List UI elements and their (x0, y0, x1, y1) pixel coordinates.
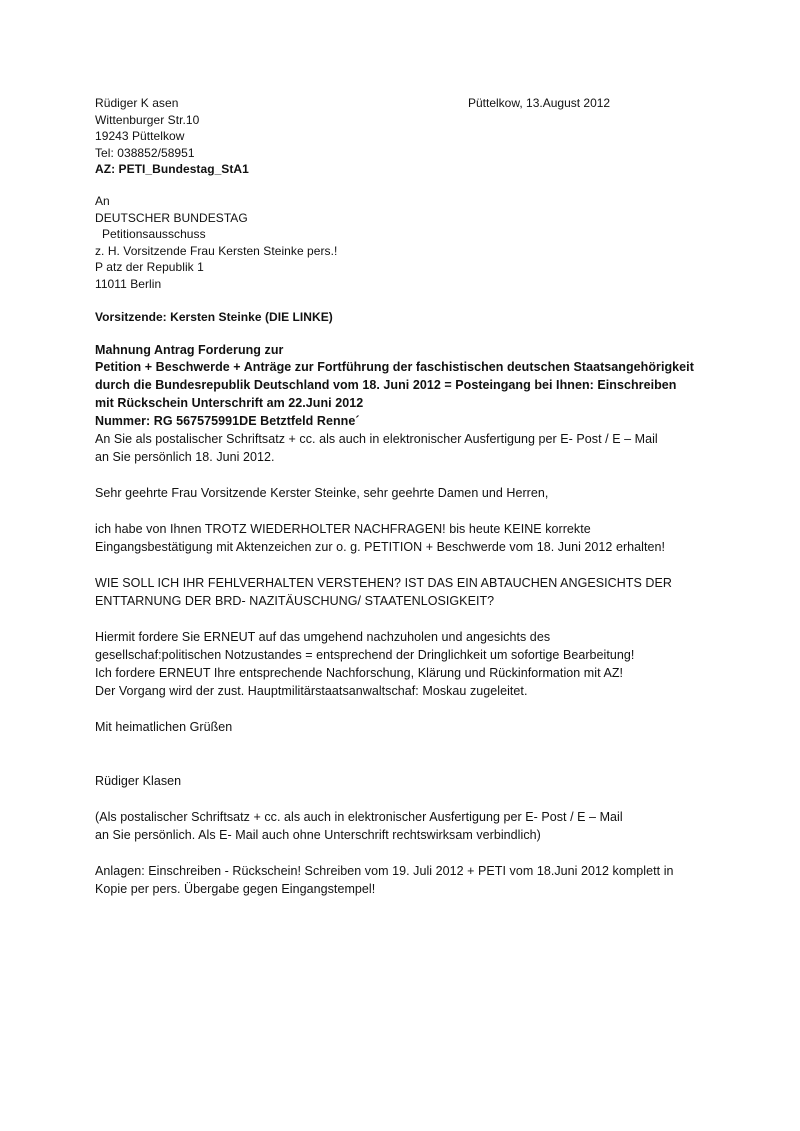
sender-street: Wittenburger Str.10 (95, 113, 200, 127)
para3-line-1: Hiermit fordere Sie ERNEUT auf das umgehend nachzuholen und angesichts des (95, 630, 551, 644)
subject-line-2: Petition + Beschwerde + Anträge zur Fortführung der faschistischen deutschen Staatsangehörigkeit (95, 360, 694, 374)
subject-line-1: Mahnung Antrag Forderung zur (95, 343, 284, 357)
sender-reference: AZ: PETI_Bundestag_StA1 (95, 162, 249, 176)
attachments-line-2: Kopie per pers. Übergabe gegen Eingangstempel! (95, 882, 376, 896)
letter-date: Püttelkow, 13.August 2012 (468, 96, 611, 110)
sender-city: 19243 Püttelkow (95, 129, 185, 143)
subject-line-5: Nummer: RG 567575991DE Betztfeld Renne´ (95, 414, 360, 428)
para3-line-3: Ich fordere ERNEUT Ihre entsprechende Nachforschung, Klärung und Rückinformation mit AZ! (95, 666, 624, 680)
para3-line-2: gesellschaf:politischen Notzustandes = entsprechend der Dringlichkeit um sofortige Bearbeitung! (95, 648, 635, 662)
recipient-city: 11011 Berlin (95, 277, 162, 291)
sender-phone: Tel: 038852/58951 (95, 146, 195, 160)
note-line-1: (Als postalischer Schriftsatz + cc. als auch in elektronischer Ausfertigung per E- Post / E – Mail (95, 810, 623, 824)
subject-line-6: An Sie als postalischer Schriftsatz + cc. als auch in elektronischer Ausfertigung per E- Post / E – Mail (95, 432, 658, 446)
signature-name: Rüdiger Klasen (95, 774, 182, 788)
recipient-to: An (95, 194, 110, 208)
recipient-org: DEUTSCHER BUNDESTAG (95, 211, 248, 225)
salutation: Sehr geehrte Frau Vorsitzende Kerster Steinke, sehr geehrte Damen und Herren, (95, 486, 549, 500)
recipient-attention: z. H. Vorsitzende Frau Kersten Steinke pers.! (95, 244, 338, 258)
subject-line-4: mit Rückschein Unterschrift am 22.Juni 2012 (95, 396, 364, 410)
chair-line: Vorsitzende: Kersten Steinke (DIE LINKE) (95, 310, 333, 324)
attachments-line-1: Anlagen: Einschreiben - Rückschein! Schreiben vom 19. Juli 2012 + PETI vom 18.Juni 2012 komplett in (95, 864, 674, 878)
para2-line-1: WIE SOLL ICH IHR FEHLVERHALTEN VERSTEHEN? IST DAS EIN ABTAUCHEN ANGESICHTS DER (95, 576, 672, 590)
para1-line-1: ich habe von Ihnen TROTZ WIEDERHOLTER NACHFRAGEN! bis heute KEINE korrekte (95, 522, 591, 536)
subject-line-7: an Sie persönlich 18. Juni 2012. (95, 450, 275, 464)
subject-line-3: durch die Bundesrepublik Deutschland vom 18. Juni 2012 = Posteingang bei Ihnen: Einschreiben (95, 378, 677, 392)
para1-line-2: Eingangsbestätigung mit Aktenzeichen zur o. g. PETITION + Beschwerde vom 18. Juni 2012 erhalten! (95, 540, 666, 554)
note-line-2: an Sie persönlich. Als E- Mail auch ohne Unterschrift rechtswirksam verbindlich) (95, 828, 541, 842)
closing: Mit heimatlichen Grüßen (95, 720, 233, 734)
para3-line-4: Der Vorgang wird der zust. Hauptmilitärstaatsanwaltschaf: Moskau zugeleitet. (95, 684, 528, 698)
sender-name: Rüdiger K asen (95, 96, 179, 110)
para2-line-2: ENTTARNUNG DER BRD- NAZITÄUSCHUNG/ STAATENLOSIGKEIT? (95, 594, 495, 608)
recipient-street: P atz der Republik 1 (95, 260, 204, 274)
recipient-dept: Petitionsausschuss (102, 227, 206, 241)
